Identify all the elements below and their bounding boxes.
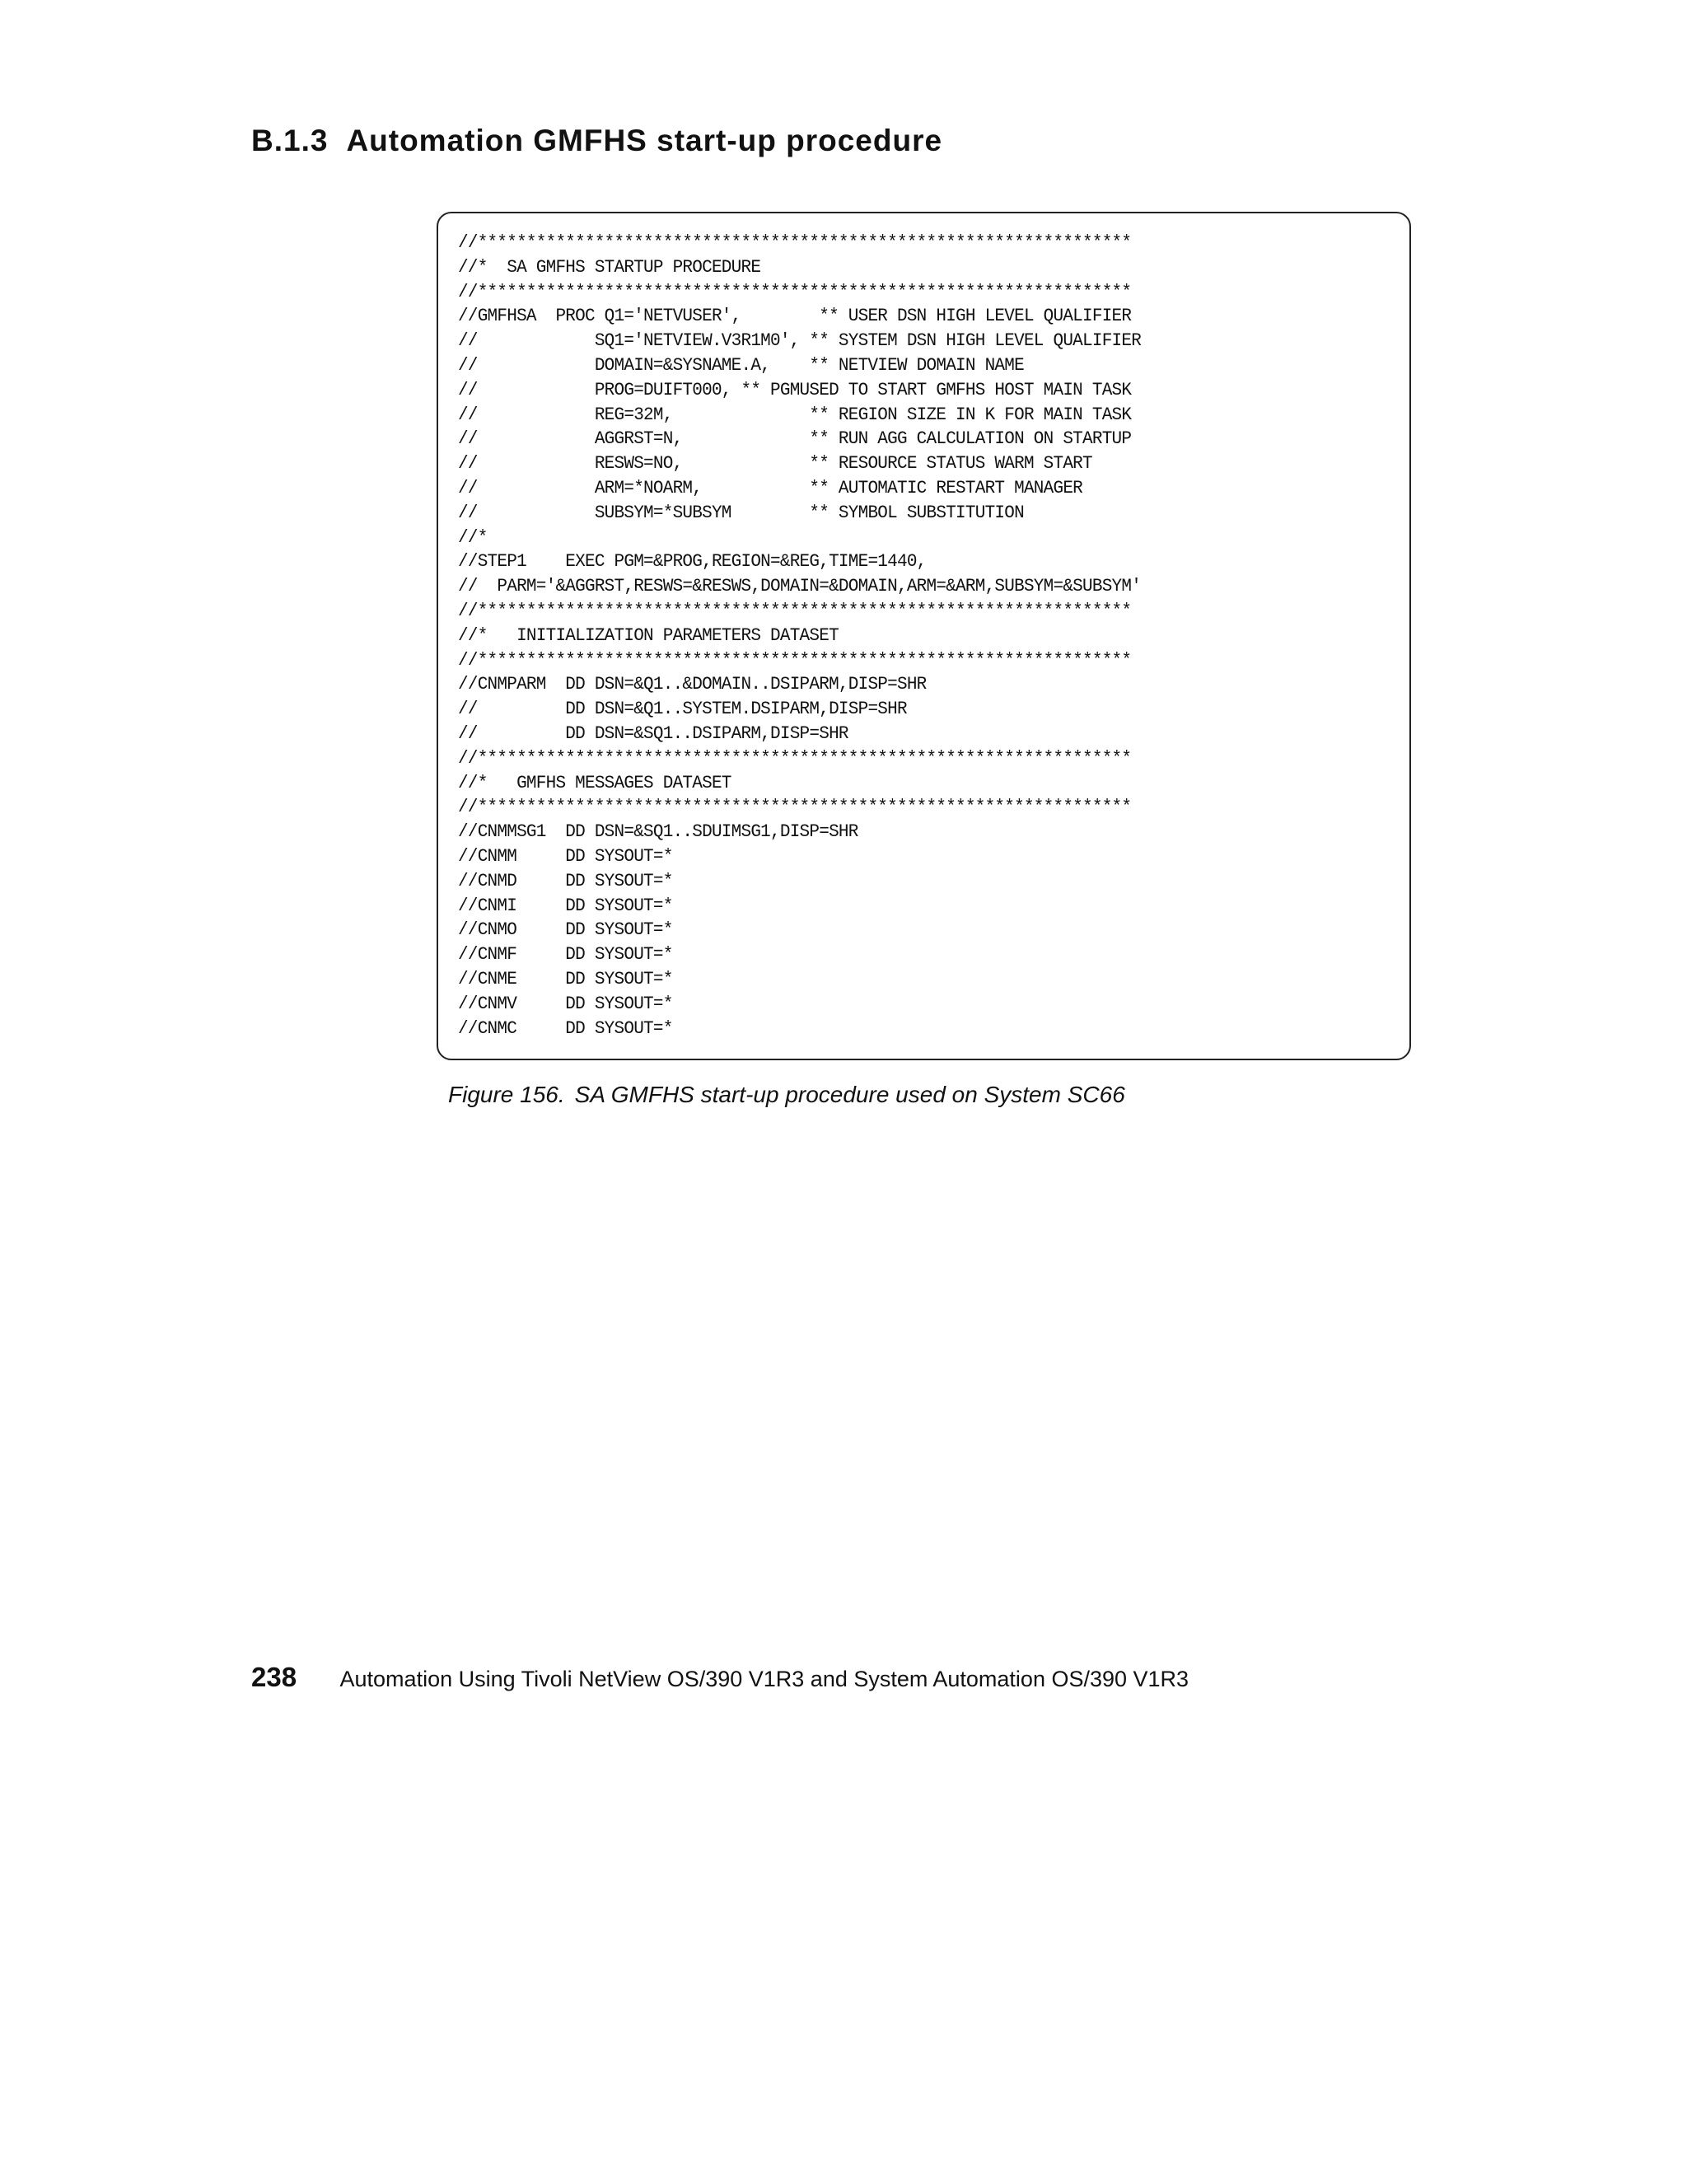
code-line: //******************************************************************* [458, 232, 1132, 253]
code-line: //CNMC DD SYSOUT=* [458, 1017, 673, 1039]
code-line: //CNMI DD SYSOUT=* [458, 895, 673, 916]
page-number: 238 [251, 1662, 297, 1692]
section-heading [251, 124, 942, 158]
figure-caption-text: SA GMFHS start-up procedure used on System SC66 [574, 1082, 1125, 1107]
code-line: // SQ1='NETVIEW.V3R1M0', ** SYSTEM DSN HIGH LEVEL QUALIFIER [458, 330, 1142, 352]
code-line: //******************************************************************* [458, 747, 1132, 769]
code-line: //CNMMSG1 DD DSN=&SQ1..SDUIMSG1,DISP=SHR [458, 821, 858, 843]
code-line: //* INITIALIZATION PARAMETERS DATASET [458, 624, 839, 646]
code-line: //CNMV DD SYSOUT=* [458, 993, 673, 1014]
code-line: // DD DSN=&Q1..SYSTEM.DSIPARM,DISP=SHR [458, 699, 907, 720]
book-title: Automation Using Tivoli NetView OS/390 V1R3 and System Automation OS/390 V1R3 [339, 1667, 1189, 1691]
code-listing [458, 231, 1409, 1041]
code-line: //* SA GMFHS STARTUP PROCEDURE [458, 256, 761, 278]
code-line: //* GMFHS MESSAGES DATASET [458, 772, 731, 793]
figure-label: Figure 156. [448, 1082, 565, 1107]
code-line: //CNMPARM DD DSN=&Q1..&DOMAIN..DSIPARM,DISP=SHR [458, 674, 927, 695]
code-line: //******************************************************************* [458, 281, 1132, 302]
code-line: //CNMD DD SYSOUT=* [458, 870, 673, 891]
code-line: //CNMM DD SYSOUT=* [458, 845, 673, 867]
code-line: // PROG=DUIFT000, ** PGMUSED TO START GMFHS HOST MAIN TASK [458, 379, 1132, 400]
code-listing-box [437, 212, 1411, 1060]
code-line: // PARM='&AGGRST,RESWS=&RESWS,DOMAIN=&DOMAIN,ARM=&ARM,SUBSYM=&SUBSYM' [458, 576, 1142, 597]
code-line: //GMFHSA PROC Q1='NETVUSER', ** USER DSN HIGH LEVEL QUALIFIER [458, 306, 1132, 327]
code-line: // REG=32M, ** REGION SIZE IN K FOR MAIN TASK [458, 404, 1132, 425]
code-line: // DOMAIN=&SYSNAME.A, ** NETVIEW DOMAIN NAME [458, 354, 1024, 376]
code-line: //CNMO DD SYSOUT=* [458, 919, 673, 941]
code-line: // AGGRST=N, ** RUN AGG CALCULATION ON STARTUP [458, 428, 1132, 450]
code-line: //CNMF DD SYSOUT=* [458, 944, 673, 966]
code-line: //STEP1 EXEC PGM=&PROG,REGION=&REG,TIME=1440, [458, 551, 927, 573]
code-line: //CNME DD SYSOUT=* [458, 968, 673, 989]
code-line: // ARM=*NOARM, ** AUTOMATIC RESTART MANAGER [458, 477, 1083, 498]
code-line: // RESWS=NO, ** RESOURCE STATUS WARM START [458, 453, 1092, 475]
code-line: //******************************************************************* [458, 797, 1132, 818]
figure-caption [448, 1082, 1125, 1108]
code-line: //******************************************************************* [458, 600, 1132, 621]
section-number: B.1.3 [251, 124, 329, 157]
code-line: // SUBSYM=*SUBSYM ** SYMBOL SUBSTITUTION [458, 502, 1024, 523]
section-title: Automation GMFHS start-up procedure [346, 124, 943, 157]
code-line: //******************************************************************* [458, 649, 1132, 671]
code-line: //* [458, 526, 488, 548]
page-footer [251, 1662, 1189, 1693]
code-line: // DD DSN=&SQ1..DSIPARM,DISP=SHR [458, 723, 848, 744]
